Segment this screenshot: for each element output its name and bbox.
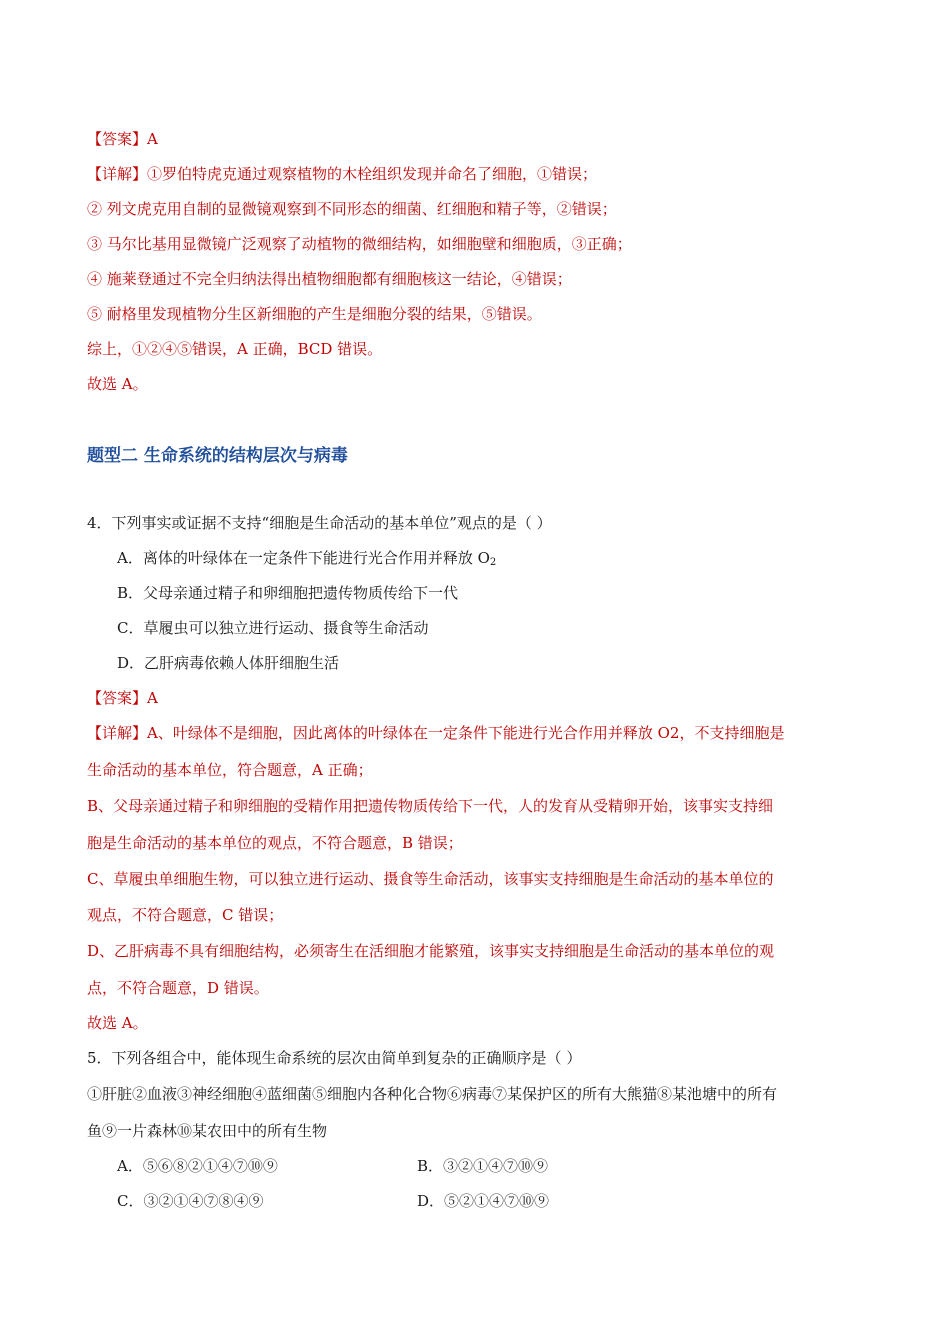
detail-line: D、乙肝病毒不具有细胞结构，必须寄生在活细胞才能繁殖，该事实支持细胞是生命活动的基本单位的观 <box>87 942 775 960</box>
answer-label: 【答案】A <box>87 130 158 148</box>
question-5-option-c: C．③②①④⑦⑧④⑨ <box>117 1192 264 1210</box>
question-4-option-a <box>117 548 496 568</box>
section-heading: 题型二 生命系统的结构层次与病毒 <box>87 446 348 466</box>
detail-line: ③ 马尔比基用显微镜广泛观察了动植物的微细结构，如细胞壁和细胞质，③正确； <box>87 235 632 253</box>
detail-line: 【详解】①罗伯特虎克通过观察植物的木栓组织发现并命名了细胞，①错误； <box>87 165 598 183</box>
detail-line: ④ 施莱登通过不完全归纳法得出植物细胞都有细胞核这一结论，④错误； <box>87 270 572 288</box>
question-5-items: ①肝脏②血液③神经细胞④蓝细菌⑤细胞内各种化合物⑥病毒⑦某保护区的所有大熊猫⑧某池塘中的所有 <box>87 1085 778 1103</box>
conclusion-line: 故选 A。 <box>87 1014 148 1032</box>
conclusion-line: 故选 A。 <box>87 375 148 393</box>
detail-line: ⑤ 耐格里发现植物分生区新细胞的产生是细胞分裂的结果，⑤错误。 <box>87 305 542 323</box>
detail-line: 【详解】A、叶绿体不是细胞，因此离体的叶绿体在一定条件下能进行光合作用并释放 O2，不支持细胞是 <box>87 724 785 742</box>
question-5-option-d: D．⑤②①④⑦⑩⑨ <box>417 1192 550 1210</box>
question-5-items: 鱼⑨一片森林⑩某农田中的所有生物 <box>87 1122 328 1140</box>
detail-line: B、父母亲通过精子和卵细胞的受精作用把遗传物质传给下一代，人的发育从受精卵开始，该事实支持细 <box>87 797 774 815</box>
detail-line: ② 列文虎克用自制的显微镜观察到不同形态的细菌、红细胞和精子等，②错误； <box>87 200 617 218</box>
detail-line: C、草履虫单细胞生物，可以独立进行运动、摄食等生命活动，该事实支持细胞是生命活动的基本单位的 <box>87 870 774 888</box>
option-a-text: A．离体的叶绿体在一定条件下能进行光合作用并释放 O <box>117 549 490 567</box>
detail-line: 胞是生命活动的基本单位的观点，不符合题意，B 错误； <box>87 834 463 852</box>
answer-label: 【答案】A <box>87 689 158 707</box>
question-4-stem: 4．下列事实或证据不支持“细胞是生命活动的基本单位”观点的是（ ） <box>87 514 552 532</box>
detail-line: 生命活动的基本单位，符合题意，A 正确； <box>87 761 373 779</box>
detail-line: 综上，①②④⑤错误，A 正确，BCD 错误。 <box>87 340 383 358</box>
question-5-option-b: B．③②①④⑦⑩⑨ <box>417 1157 549 1175</box>
detail-line: 点，不符合题意，D 错误。 <box>87 979 269 997</box>
question-4-option-b: B．父母亲通过精子和卵细胞把遗传物质传给下一代 <box>117 584 459 602</box>
question-4-option-d: D．乙肝病毒依赖人体肝细胞生活 <box>117 654 340 672</box>
option-a-subscript: 2 <box>489 557 497 568</box>
detail-line: 观点，不符合题意，C 错误； <box>87 906 284 924</box>
question-5-option-a: A．⑤⑥⑧②①④⑦⑩⑨ <box>117 1157 278 1175</box>
question-4-option-c: C．草履虫可以独立进行运动、摄食等生命活动 <box>117 619 429 637</box>
question-5-stem: 5．下列各组合中，能体现生命系统的层次由简单到复杂的正确顺序是（ ） <box>87 1049 582 1067</box>
